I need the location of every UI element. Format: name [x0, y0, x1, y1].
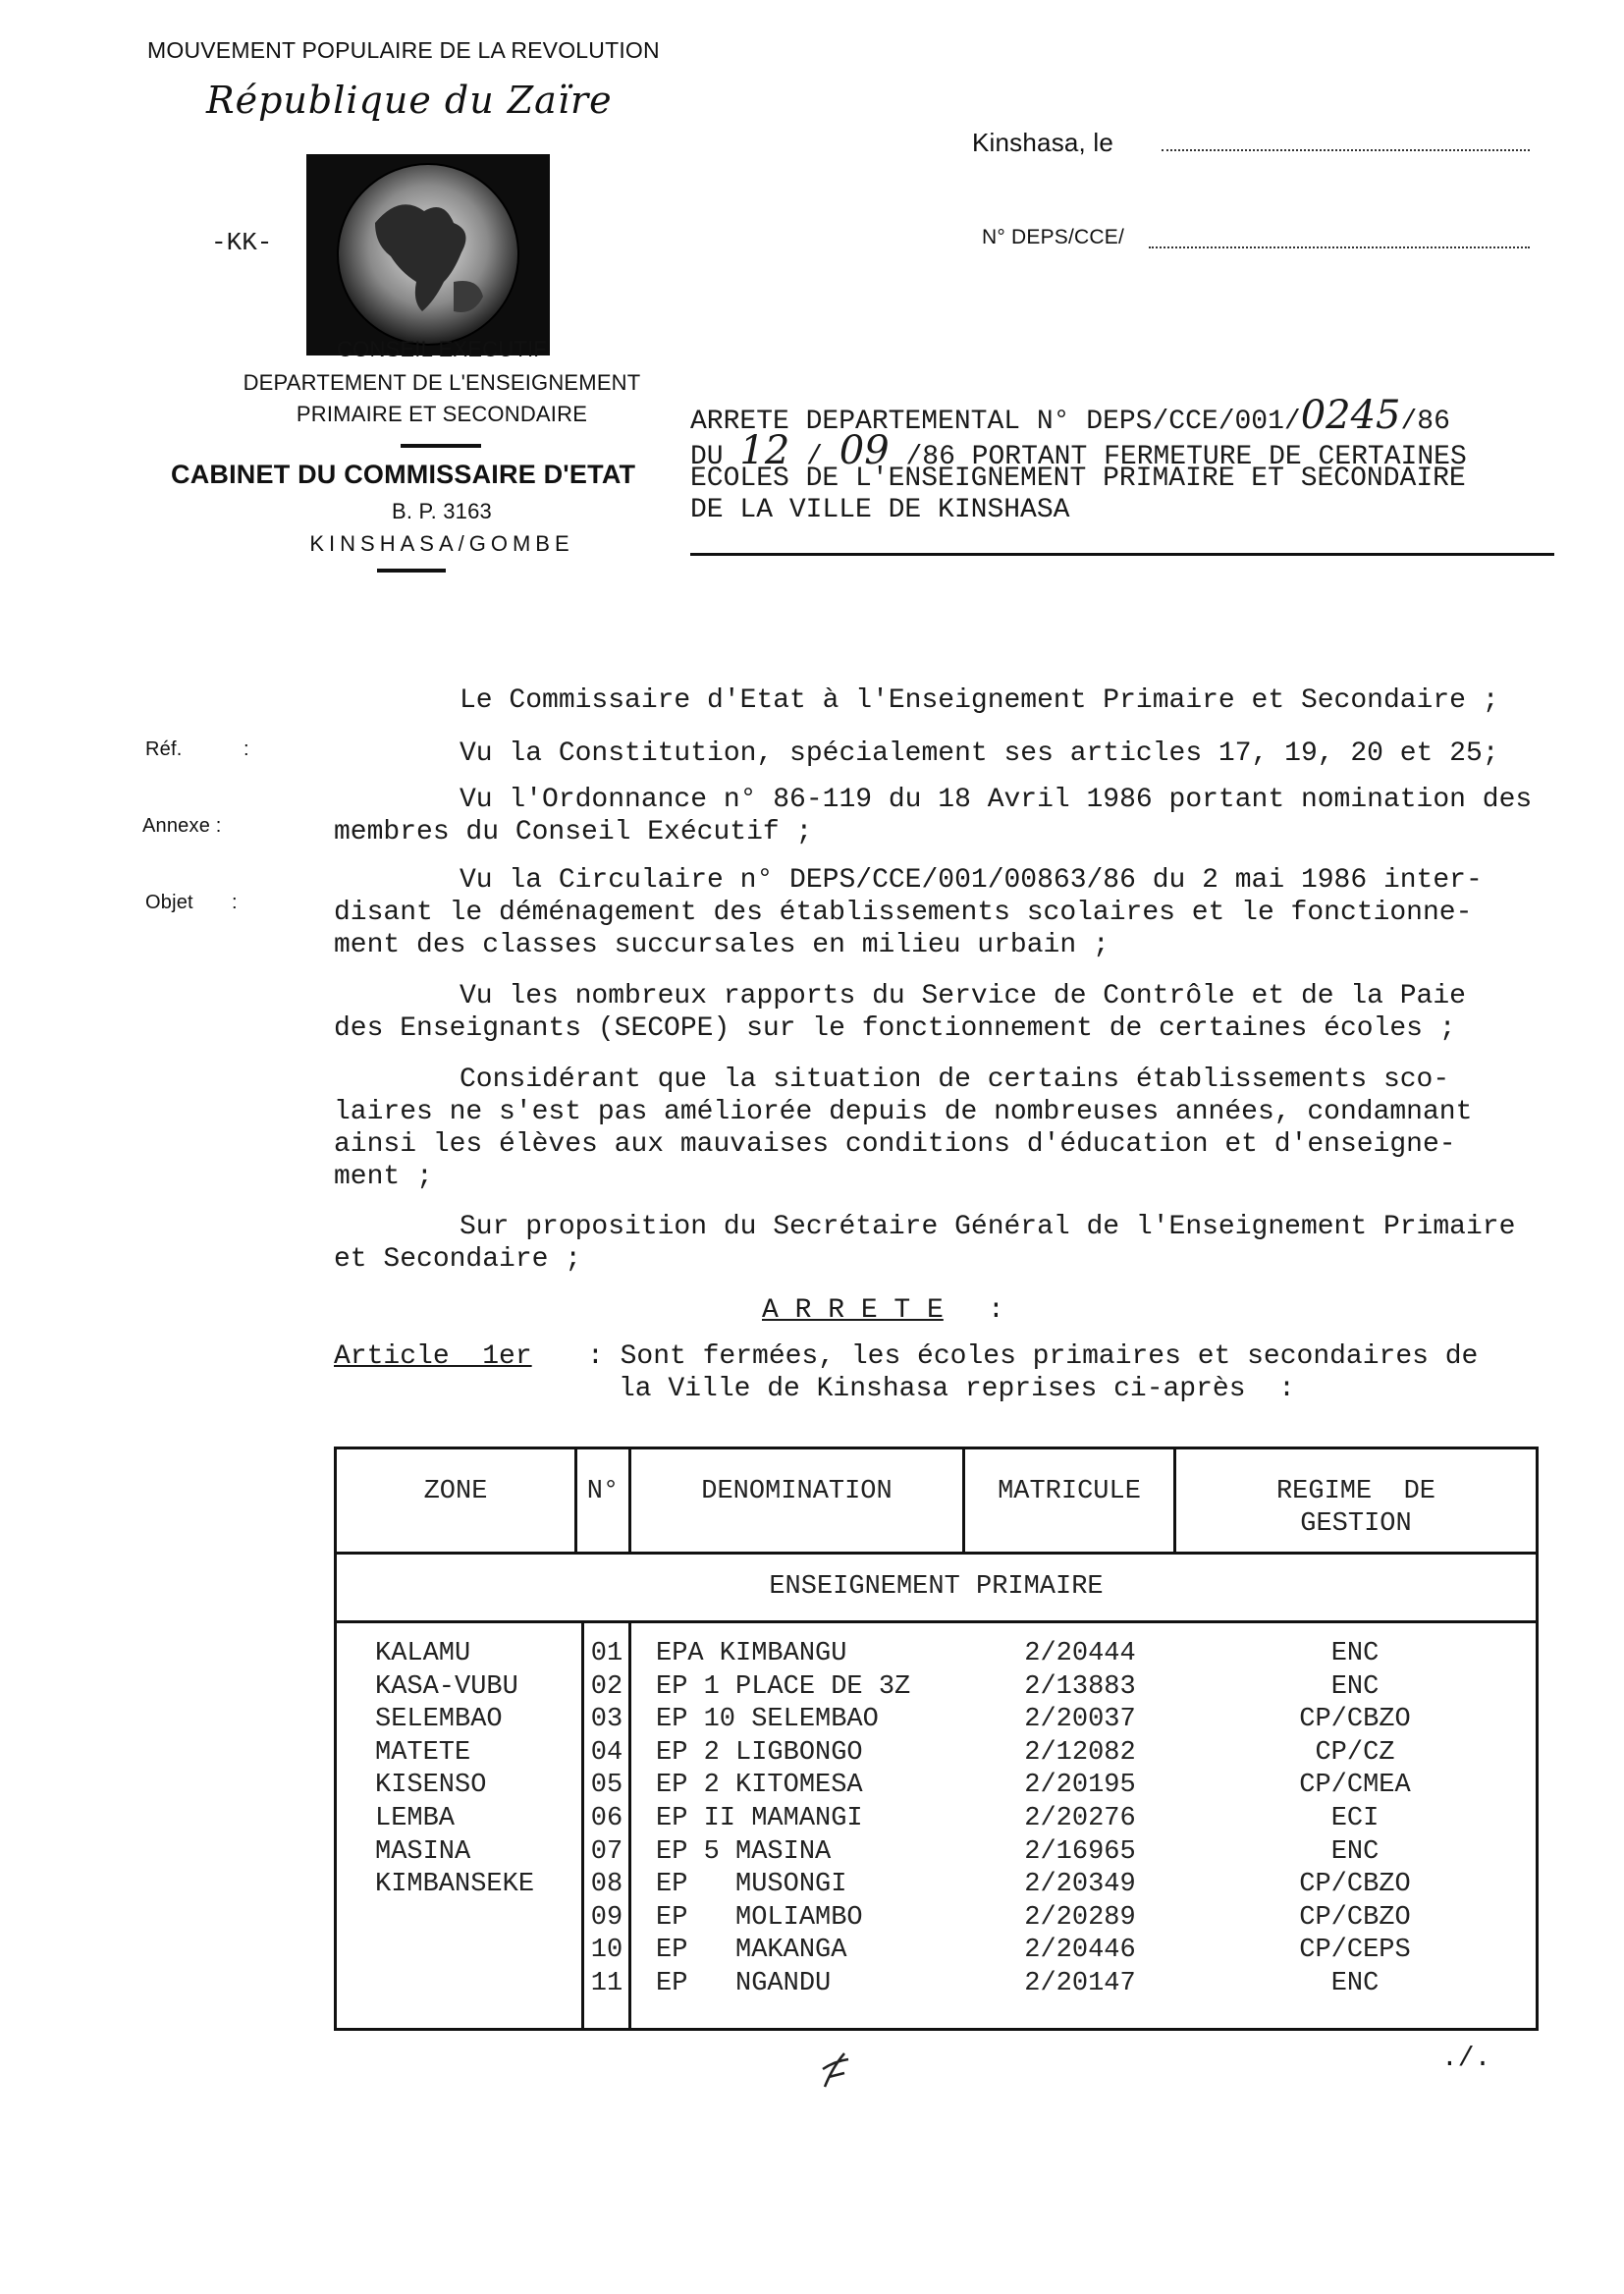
preamble-circulaire-l3: ment des classes succursales en milieu urbain ; [334, 930, 1110, 960]
preamble-considerant-l4: ment ; [334, 1162, 433, 1192]
objet-margin-colon: : [232, 892, 238, 913]
republic-heading: République du Zaïre [206, 79, 613, 122]
cell-zone: LEMBA [375, 1804, 456, 1833]
cell-zone: KISENSO [375, 1771, 487, 1801]
cell-denomination: EPA KIMBANGU [656, 1639, 847, 1668]
preamble-ordonnance-l2: membres du Conseil Exécutif ; [334, 817, 813, 847]
place-date-label: Kinshasa, le [972, 128, 1114, 157]
preamble-circulaire-l2: disant le déménagement des établissements scolaires et le fonctionne- [334, 898, 1473, 928]
objet-margin-label: Objet [145, 892, 193, 913]
cell-denomination: EP MAKANGA [656, 1936, 847, 1966]
table-header-divider [334, 1552, 1539, 1555]
cell-zone: SELEMBAO [375, 1705, 503, 1735]
cell-denomination: EP NGANDU [656, 1969, 832, 1998]
preamble-considerant-l3: ainsi les élèves aux mauvaises conditions d'éducation et d'enseigne- [334, 1129, 1456, 1160]
header-matricule: MATRICULE [998, 1477, 1141, 1506]
cell-matricule: 2/20446 [1024, 1936, 1136, 1966]
preamble-constitution: Vu la Constitution, spécialement ses articles 17, 19, 20 et 25; [460, 738, 1499, 769]
cell-zone: MASINA [375, 1836, 471, 1867]
cell-matricule: 2/20147 [1024, 1969, 1136, 1998]
cell-regime: CP/CBZO [1299, 1705, 1411, 1735]
preamble-circulaire-l1: Vu la Circulaire n° DEPS/CCE/001/00863/86 du 2 mai 1986 inter- [460, 865, 1483, 896]
cell-zone: KIMBANSEKE [375, 1870, 535, 1900]
cell-regime: CP/CEPS [1299, 1936, 1411, 1966]
decree-date-prefix: DU [690, 442, 740, 472]
article-text-l1: : Sont fermées, les écoles primaires et secondaires de [587, 1341, 1479, 1372]
cell-denomination: EP MUSONGI [656, 1870, 847, 1900]
cell-zone: MATETE [375, 1737, 471, 1768]
cell-regime: CP/CBZO [1299, 1870, 1411, 1900]
initials-signature [815, 2048, 860, 2096]
cell-regime: CP/CZ [1315, 1737, 1395, 1768]
header-denomination: DENOMINATION [701, 1477, 893, 1506]
movement-header: MOUVEMENT POPULAIRE DE LA REVOLUTION [147, 37, 660, 63]
preamble-considerant-l1: Considérant que la situation de certains établissements sco- [460, 1065, 1450, 1095]
cell-regime: CP/CMEA [1299, 1771, 1411, 1801]
kk-label: -KK- [211, 228, 273, 257]
cell-regime: ENC [1330, 1836, 1380, 1867]
ref-number-label: N° DEPS/CCE/ [982, 226, 1124, 248]
decree-date-sep: / [789, 442, 839, 472]
cell-matricule: 2/20289 [1024, 1902, 1136, 1933]
section-primary-education: ENSEIGNEMENT PRIMAIRE [769, 1572, 1104, 1602]
annexe-margin-label: Annexe : [142, 815, 222, 837]
decree-number-handwritten: 0245 [1300, 393, 1401, 438]
preamble-considerant-l2: laires ne s'est pas améliorée depuis de nombreuses années, condamnant [334, 1097, 1473, 1127]
header-divider [401, 444, 481, 448]
cell-no: 01 [590, 1639, 623, 1668]
continuation-marker: ./. [1441, 2044, 1491, 2074]
preamble-proposition-l1: Sur proposition du Secrétaire Général de l'Enseignement Primaire [460, 1212, 1516, 1242]
preamble-ordonnance-l1: Vu l'Ordonnance n° 86-119 du 18 Avril 1986 portant nomination des [460, 785, 1533, 815]
cell-denomination: EP 10 SELEMBAO [656, 1705, 879, 1735]
header-regime-l2: GESTION [1300, 1509, 1412, 1539]
cell-denomination: EP 2 LIGBONGO [656, 1737, 863, 1768]
cell-denomination: EP MOLIAMBO [656, 1902, 863, 1933]
cell-no: 08 [590, 1870, 623, 1900]
cell-no: 06 [590, 1804, 623, 1833]
department-line1: DEPARTEMENT DE L'ENSEIGNEMENT [243, 370, 641, 395]
table-bottom-border [334, 2028, 1539, 2031]
decree-month-handwritten: 09 [839, 428, 890, 473]
preamble-rapports-l2: des Enseignants (SECOPE) sur le fonctionnement de certaines écoles ; [334, 1013, 1456, 1044]
decree-day-handwritten: 12 [739, 428, 790, 473]
decree-title-rule [690, 553, 1554, 556]
cell-matricule: 2/20349 [1024, 1870, 1136, 1900]
cell-no: 07 [590, 1836, 623, 1867]
cell-regime: CP/CBZO [1299, 1902, 1411, 1933]
city-underline [377, 569, 446, 573]
cell-denomination: EP 1 PLACE DE 3Z [656, 1671, 911, 1702]
table-left-border [334, 1447, 337, 2031]
cell-no: 10 [590, 1936, 623, 1966]
cell-regime: ENC [1330, 1969, 1380, 1998]
cell-zone: KALAMU [375, 1639, 471, 1668]
col-sep-no-den-body [628, 1620, 631, 2028]
date-field-line [1162, 149, 1530, 151]
cell-no: 11 [590, 1969, 623, 1998]
article-text-l2: la Ville de Kinshasa reprises ci-après : [619, 1374, 1295, 1404]
cell-no: 05 [590, 1771, 623, 1801]
cabinet-label: CABINET DU COMMISSAIRE D'ETAT [171, 460, 636, 489]
cell-no: 03 [590, 1705, 623, 1735]
header-no: N° [586, 1477, 620, 1506]
decree-title-line3: ECOLES DE L'ENSEIGNEMENT PRIMAIRE ET SECONDAIRE [690, 464, 1466, 494]
ref-margin-label: Réf. [145, 738, 183, 760]
arrete-colon: : [988, 1295, 1004, 1326]
cell-matricule: 2/13883 [1024, 1671, 1136, 1702]
preamble-rapports-l1: Vu les nombreux rapports du Service de Contrôle et de la Paie [460, 981, 1466, 1011]
cell-matricule: 2/20444 [1024, 1639, 1136, 1668]
col-sep-zone-no-body [581, 1620, 584, 2028]
ref-margin-colon: : [244, 738, 249, 760]
preamble-commissaire: Le Commissaire d'Etat à l'Enseignement Primaire et Secondaire ; [460, 685, 1499, 716]
cell-matricule: 2/20276 [1024, 1804, 1136, 1833]
header-regime-l1: REGIME DE [1275, 1477, 1436, 1506]
cell-no: 04 [590, 1737, 623, 1768]
cell-regime: ECI [1330, 1804, 1380, 1833]
header-zone: ZONE [423, 1477, 488, 1506]
council-label: CONSEIL EXECUTIF [337, 337, 547, 361]
decree-year: /86 [1400, 407, 1450, 437]
cell-matricule: 2/20037 [1024, 1705, 1136, 1735]
cell-denomination: EP 2 KITOMESA [656, 1771, 863, 1801]
globe-emblem-icon [306, 154, 550, 355]
arrete-heading: A R R E T E [762, 1295, 944, 1326]
cell-no: 02 [590, 1671, 623, 1702]
cell-no: 09 [590, 1902, 623, 1933]
cell-matricule: 2/12082 [1024, 1737, 1136, 1768]
cell-matricule: 2/20195 [1024, 1771, 1136, 1801]
article-label: Article 1er [334, 1341, 532, 1372]
ref-number-line [1149, 246, 1530, 248]
cell-denomination: EP II MAMANGI [656, 1804, 863, 1833]
cell-zone: KASA-VUBU [375, 1671, 518, 1702]
table-section-divider [334, 1620, 1539, 1623]
decree-title-line4: DE LA VILLE DE KINSHASA [690, 495, 1070, 525]
cell-denomination: EP 5 MASINA [656, 1836, 832, 1867]
decree-title-prefix: ARRETE DEPARTEMENTAL N° DEPS/CCE/001/ [690, 407, 1301, 437]
cell-regime: ENC [1330, 1671, 1380, 1702]
cell-matricule: 2/16965 [1024, 1836, 1136, 1867]
city-label: KINSHASA/GOMBE [309, 531, 574, 556]
table-top-border [334, 1447, 1539, 1449]
decree-date-suffix: /86 PORTANT FERMETURE DE CERTAINES [889, 442, 1467, 472]
cell-regime: ENC [1330, 1639, 1380, 1668]
department-line2: PRIMAIRE ET SECONDAIRE [296, 402, 588, 426]
po-box: B. P. 3163 [392, 499, 492, 523]
table-right-border [1536, 1447, 1539, 2031]
preamble-proposition-l2: et Secondaire ; [334, 1244, 582, 1275]
